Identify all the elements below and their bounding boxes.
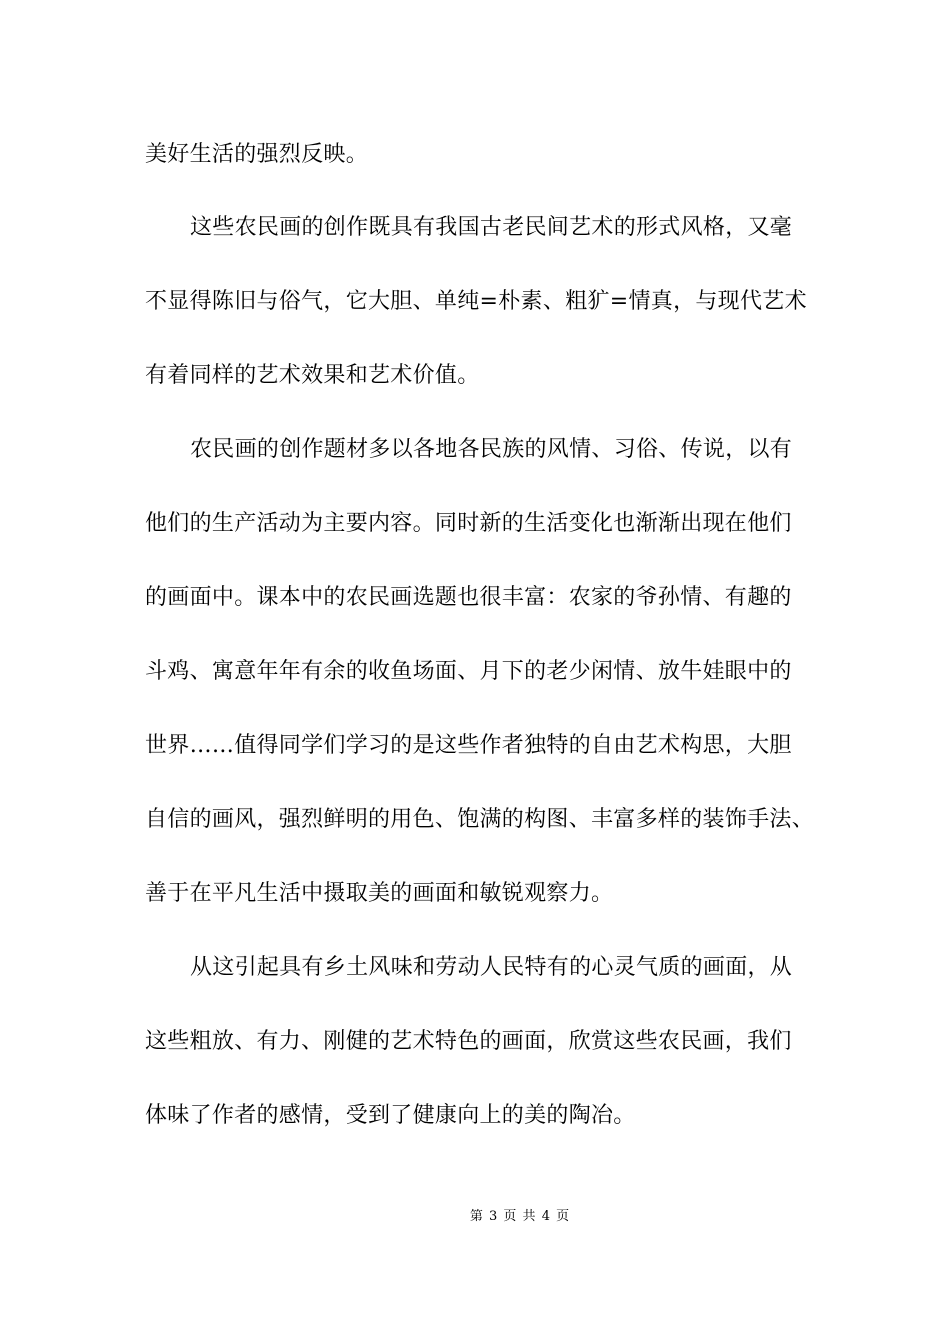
- paragraph-start-line: 从这引起具有乡土风味和劳动人民特有的心灵气质的画面，从: [190, 955, 793, 980]
- text-line: 善于在平凡生活中摄取美的画面和敏锐观察力。: [145, 881, 614, 906]
- text-line: 自信的画风，强烈鲜明的用色、饱满的构图、丰富多样的装饰手法、: [145, 807, 815, 832]
- text-line: 斗鸡、寓意年年有余的收鱼场面、月下的老少闲情、放牛娃眼中的: [145, 659, 792, 684]
- text-line: 世界……值得同学们学习的是这些作者独特的自由艺术构思，大胆: [145, 733, 792, 758]
- text-line: 不显得陈旧与俗气，它大胆、单纯=朴素、粗犷=情真，与现代艺术: [145, 289, 807, 314]
- text-line: 的画面中。课本中的农民画选题也很丰富：农家的爷孙情、有趣的: [145, 585, 792, 610]
- text-line: 这些粗放、有力、刚健的艺术特色的画面，欣赏这些农民画，我们: [145, 1029, 792, 1054]
- paragraph-start-line: 这些农民画的创作既具有我国古老民间艺术的形式风格，又毫: [190, 215, 793, 240]
- text-line: 有着同样的艺术效果和艺术价值。: [145, 363, 480, 388]
- paragraph-start-line: 农民画的创作题材多以各地各民族的风情、习俗、传说，以有: [190, 437, 793, 462]
- page-number-footer: 第 3 页 共 4 页: [469, 1209, 571, 1224]
- text-line: 他们的生产活动为主要内容。同时新的生活变化也渐渐出现在他们: [145, 511, 792, 536]
- text-line: 体味了作者的感情，受到了健康向上的美的陶冶。: [145, 1103, 636, 1128]
- text-line: 美好生活的强烈反映。: [145, 142, 369, 167]
